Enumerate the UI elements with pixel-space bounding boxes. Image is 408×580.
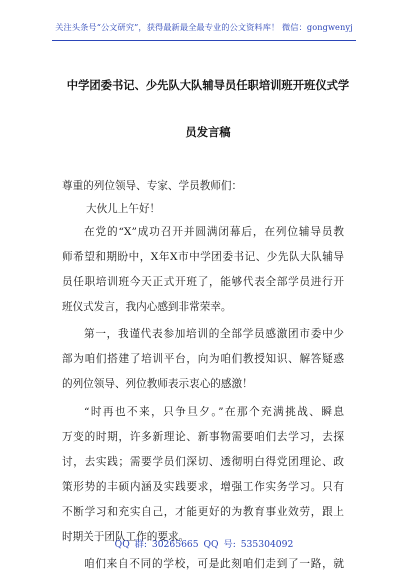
paragraph-line: 万变的时期，许多新理论、新事物需要咱们去学习，去探: [62, 431, 344, 443]
paragraph-line: 员任职培训班今天正式开班了，能够代表全部学员进行开: [62, 276, 344, 288]
header-promo-note: 关注头条号“公文研究”，获得最新最全最专业的公文资料库！ 微信：gongwenyj: [55, 22, 353, 32]
document-title-line-1: 中学团委书记、少先队大队辅导员任职培训班开班仪式学: [66, 79, 350, 92]
document-title-line-2: 员发言稿: [185, 126, 231, 139]
paragraph-line: 师希望和期盼中，X年X市中学团委书记、少先队大队辅导: [62, 251, 344, 263]
paragraph-line: 班仪式发言，我内心感到非常荣幸。: [62, 301, 232, 313]
paragraph-line: 的列位领导、列位教师表示衷心的感激！: [62, 378, 253, 390]
paragraph-line: 部为咱们搭建了培训平台，向为咱们教授知识、解答疑惑: [62, 353, 344, 365]
paragraph-line: 策形势的丰硕内涵及实践要求，增强工作实务学习。只有: [62, 481, 344, 493]
paragraph-line: 第一，我谨代表参加培训的全部学员感激团市委中少: [84, 328, 344, 340]
header-divider: [52, 40, 356, 41]
paragraph-line: 讨，去实践；需要学员们深切、透彻明白得党团理论、政: [62, 456, 344, 468]
salutation: 尊重的列位领导、专家、学员教师们：: [62, 180, 243, 192]
footer-contact: QQ 群: 30265665 QQ 号: 535304092: [114, 539, 294, 550]
paragraph-line: 不断学习和充实自己，才能更好的为教育事业效劳，跟上: [62, 506, 344, 518]
paragraph-line: “时再也不来，只争旦夕。”在那个充满挑战、瞬息: [84, 406, 344, 418]
greeting: 大伙儿上午好！: [86, 203, 161, 215]
paragraph-line: 咱们来自不同的学校，可是此刻咱们走到了一路，就: [84, 558, 344, 570]
paragraph-line: 时期关于团队工作的要求。: [62, 531, 190, 543]
paragraph-line: 在党的“X”成功召开并圆满闭幕后，在列位辅导员教: [84, 226, 344, 238]
